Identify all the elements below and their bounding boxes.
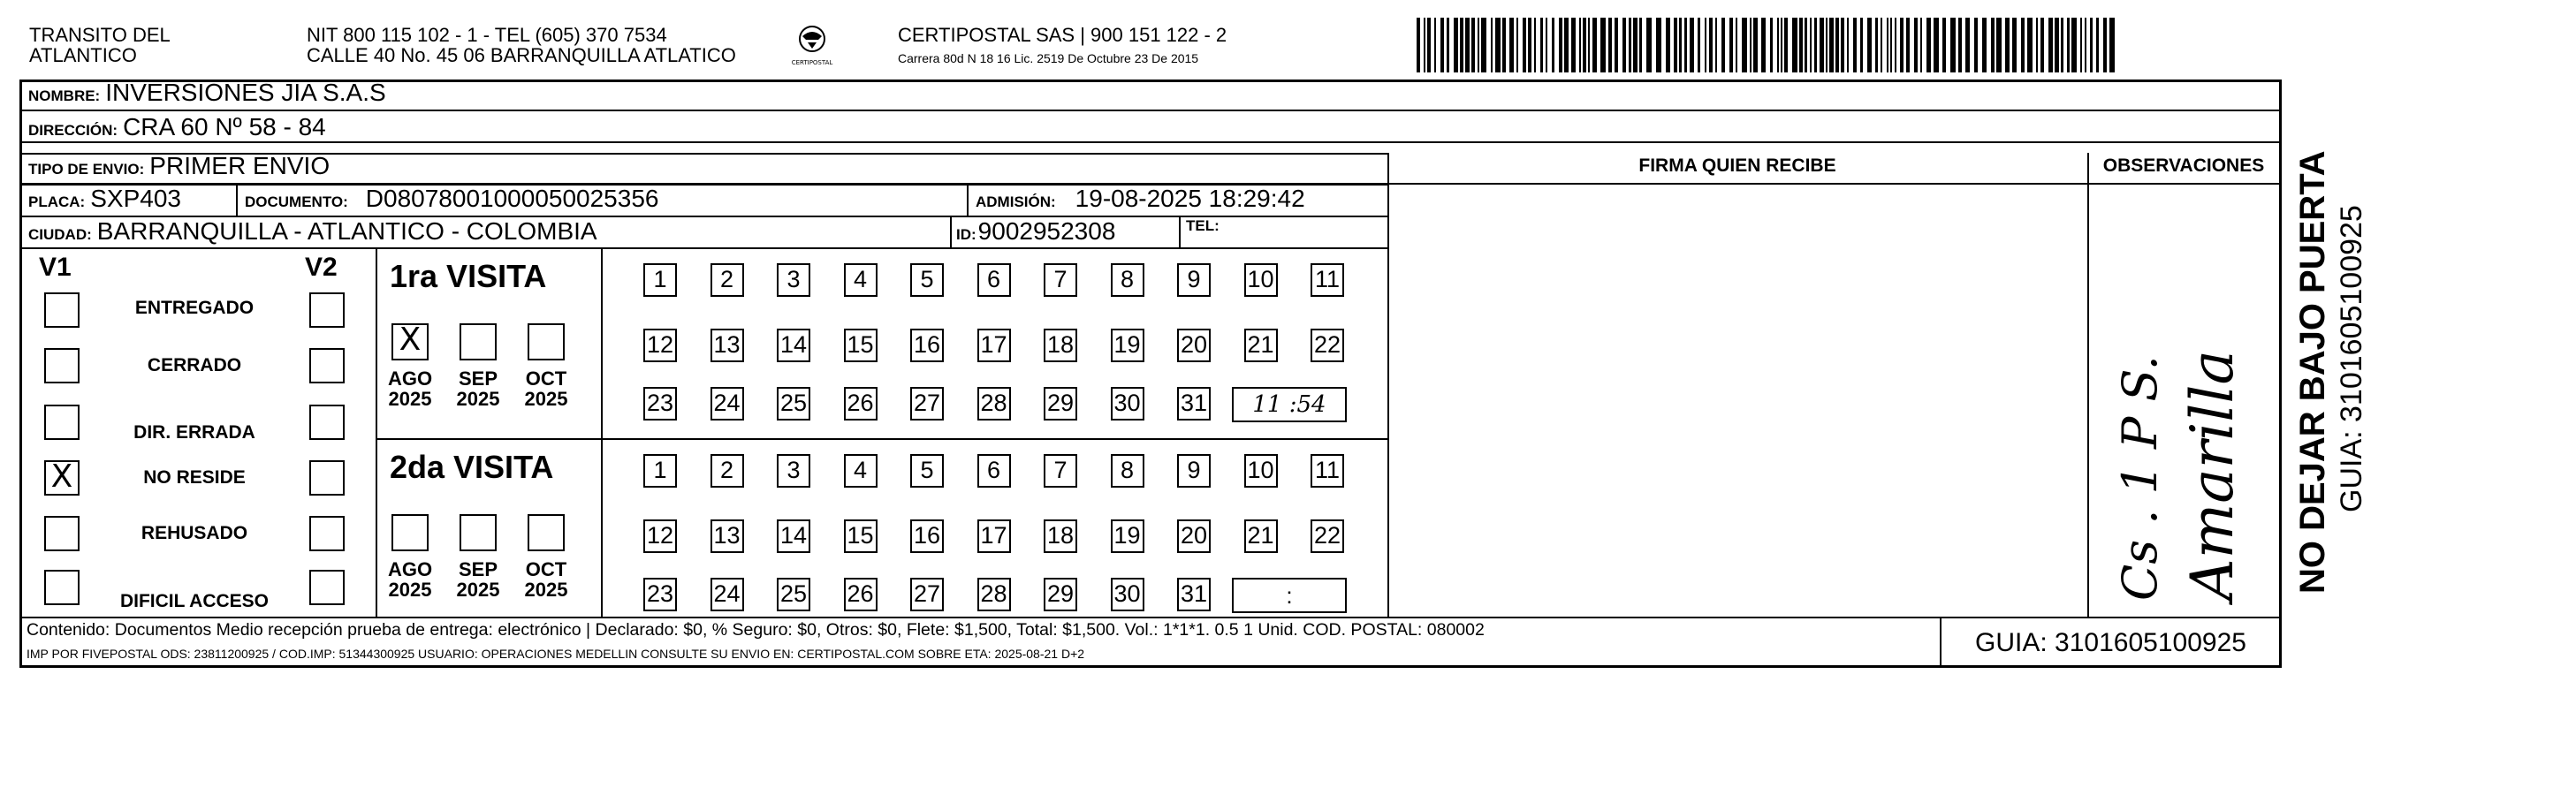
day-box[interactable]: 9 bbox=[1177, 454, 1211, 488]
barcode-bar bbox=[1516, 18, 1518, 72]
barcode-bar bbox=[1991, 18, 1995, 72]
visit-time-box[interactable]: : bbox=[1232, 578, 1347, 613]
day-box[interactable]: 21 bbox=[1244, 329, 1278, 362]
month-name: AGO bbox=[387, 558, 433, 580]
v1-checkbox[interactable] bbox=[44, 570, 80, 605]
day-box[interactable]: 14 bbox=[777, 329, 810, 362]
status-option-label: ENTREGADO bbox=[134, 298, 255, 318]
sender-org: TRANSITO DEL ATLANTICO bbox=[29, 24, 171, 66]
month-label bbox=[520, 559, 573, 600]
day-box[interactable]: 16 bbox=[910, 519, 944, 553]
id-row bbox=[956, 217, 1115, 246]
barcode-bar bbox=[1996, 18, 2002, 72]
documento-row bbox=[245, 185, 658, 213]
month-name: SEP bbox=[458, 367, 498, 390]
barcode-bar bbox=[1860, 18, 1863, 72]
carrier-line: CERTIPOSTAL SAS | 900 151 122 - 2 bbox=[898, 24, 1227, 46]
day-box[interactable]: 16 bbox=[910, 329, 944, 362]
barcode-bar bbox=[2012, 18, 2017, 72]
day-box[interactable]: 28 bbox=[977, 578, 1011, 611]
day-box[interactable]: 30 bbox=[1111, 578, 1144, 611]
day-box[interactable]: 7 bbox=[1044, 454, 1077, 488]
month-name: SEP bbox=[458, 558, 498, 580]
day-box[interactable]: 13 bbox=[710, 519, 744, 553]
barcode-bar bbox=[1781, 18, 1782, 72]
barcode-bar bbox=[1736, 18, 1737, 72]
barcode-bar bbox=[1608, 18, 1612, 72]
barcode-bar bbox=[1784, 18, 1788, 72]
day-box[interactable]: 30 bbox=[1111, 387, 1144, 421]
month-checkbox[interactable] bbox=[528, 514, 565, 551]
barcode-bar bbox=[1656, 18, 1661, 72]
v1-checkbox[interactable] bbox=[44, 516, 80, 551]
day-box[interactable]: 24 bbox=[710, 578, 744, 611]
day-box[interactable]: 22 bbox=[1311, 329, 1344, 362]
day-box[interactable]: 11 bbox=[1311, 454, 1344, 488]
month-year: 2025 bbox=[456, 579, 500, 601]
status-option-label: REHUSADO bbox=[141, 523, 248, 543]
barcode-bar bbox=[1552, 18, 1554, 72]
placa-row bbox=[28, 185, 181, 213]
barcode-bar bbox=[1799, 18, 1803, 72]
barcode-bar bbox=[1942, 18, 1946, 72]
barcode-bar bbox=[1502, 18, 1506, 72]
day-box[interactable]: 8 bbox=[1111, 263, 1144, 297]
barcode-bar bbox=[1982, 18, 1987, 72]
day-box[interactable]: 25 bbox=[777, 578, 810, 611]
day-box[interactable]: 15 bbox=[844, 519, 878, 553]
certipostal-logo bbox=[785, 23, 840, 69]
barcode-bar bbox=[1588, 18, 1590, 72]
day-box[interactable]: 20 bbox=[1177, 329, 1211, 362]
day-box[interactable]: 1 bbox=[643, 454, 677, 488]
nombre-label: NOMBRE: bbox=[28, 87, 101, 104]
day-box[interactable]: 26 bbox=[844, 387, 878, 421]
barcode-bar bbox=[2036, 18, 2038, 72]
barcode-bar bbox=[1820, 18, 1824, 72]
barcode-bar bbox=[1814, 18, 1817, 72]
barcode-bar bbox=[1770, 18, 1773, 72]
barcode-bar bbox=[1571, 18, 1576, 72]
month-checkbox[interactable] bbox=[460, 323, 497, 360]
day-box[interactable]: 1 bbox=[643, 263, 677, 297]
day-box[interactable]: 7 bbox=[1044, 263, 1077, 297]
v2-checkbox[interactable] bbox=[309, 292, 345, 328]
barcode-bar bbox=[2067, 18, 2070, 72]
barcode-bar bbox=[1600, 18, 1606, 72]
sender-address: CALLE 40 No. 45 06 BARRANQUILLA ATLATICO bbox=[307, 44, 736, 66]
month-year: 2025 bbox=[388, 579, 432, 601]
month-label bbox=[384, 368, 437, 409]
month-year: 2025 bbox=[456, 388, 500, 410]
barcode-bar bbox=[2103, 18, 2107, 72]
observaciones-note-1: Cs . 1 P S. bbox=[2112, 355, 2168, 601]
barcode-bar bbox=[1729, 18, 1733, 72]
barcode-bar bbox=[1792, 18, 1797, 72]
barcode-bar bbox=[1417, 18, 1420, 72]
barcode-bar bbox=[1881, 18, 1882, 72]
day-box[interactable]: 21 bbox=[1244, 519, 1278, 553]
v1-header: V1 bbox=[39, 253, 72, 282]
barcode-bar bbox=[1841, 18, 1844, 72]
barcode-bar bbox=[1709, 18, 1713, 72]
tel-label: TEL: bbox=[1186, 217, 1220, 234]
ciudad-row bbox=[28, 217, 597, 246]
barcode-bar bbox=[1592, 18, 1597, 72]
logo-text: CERTIPOSTAL bbox=[791, 59, 833, 66]
day-box[interactable]: 4 bbox=[844, 263, 878, 297]
v1-checkbox[interactable] bbox=[44, 348, 80, 383]
barcode-bar bbox=[1698, 18, 1700, 72]
day-box[interactable]: 17 bbox=[977, 519, 1011, 553]
month-checkbox[interactable] bbox=[391, 514, 429, 551]
placa-label: PLACA: bbox=[28, 193, 86, 210]
barcode-bar bbox=[2061, 18, 2063, 72]
day-box[interactable]: 4 bbox=[844, 454, 878, 488]
day-box[interactable]: 17 bbox=[977, 329, 1011, 362]
barcode-bar bbox=[1622, 18, 1626, 72]
barcode-bar bbox=[1478, 18, 1479, 72]
day-box[interactable]: 26 bbox=[844, 578, 878, 611]
month-checkbox[interactable] bbox=[528, 323, 565, 360]
barcode-bar bbox=[1579, 18, 1581, 72]
day-box[interactable]: 22 bbox=[1311, 519, 1344, 553]
barcode-bar bbox=[1546, 18, 1547, 72]
day-box[interactable]: 20 bbox=[1177, 519, 1211, 553]
day-box[interactable]: 18 bbox=[1044, 519, 1077, 553]
direccion-row bbox=[28, 113, 326, 141]
status-option-label: DIFICIL ACCESO bbox=[119, 591, 269, 611]
signature-area[interactable] bbox=[1389, 186, 2086, 615]
v2-checkbox[interactable] bbox=[309, 460, 345, 496]
barcode-bar bbox=[1906, 18, 1910, 72]
barcode-bar bbox=[1914, 18, 1918, 72]
barcode-bar bbox=[1509, 18, 1514, 72]
barcode-bar bbox=[1465, 18, 1470, 72]
barcode-bar bbox=[1534, 18, 1536, 72]
barcode-bar bbox=[1835, 18, 1839, 72]
barcode-bar bbox=[1633, 18, 1638, 72]
day-box[interactable]: 3 bbox=[777, 454, 810, 488]
barcode-bar bbox=[1853, 18, 1857, 72]
barcode-bar bbox=[1471, 18, 1475, 72]
barcode-bar bbox=[1447, 18, 1449, 72]
day-box[interactable]: 27 bbox=[910, 578, 944, 611]
tipo-envio-label: TIPO DE ENVIO: bbox=[28, 161, 145, 178]
v2-checkbox[interactable] bbox=[309, 405, 345, 440]
id-label: ID: bbox=[956, 226, 976, 243]
barcode-bar bbox=[1950, 18, 1956, 72]
month-year: 2025 bbox=[524, 388, 568, 410]
barcode-bar bbox=[1926, 18, 1931, 72]
day-box[interactable]: 23 bbox=[643, 578, 677, 611]
barcode-bar bbox=[2085, 18, 2086, 72]
day-box[interactable]: 14 bbox=[777, 519, 810, 553]
v2-checkbox[interactable] bbox=[309, 516, 345, 551]
barcode-bar bbox=[2021, 18, 2025, 72]
day-box[interactable]: 3 bbox=[777, 263, 810, 297]
barcode-bar bbox=[1721, 18, 1725, 72]
day-box[interactable]: 10 bbox=[1244, 454, 1278, 488]
day-box[interactable]: 28 bbox=[977, 387, 1011, 421]
documento-label: DOCUMENTO: bbox=[245, 193, 348, 210]
day-box[interactable]: 27 bbox=[910, 387, 944, 421]
month-year: 2025 bbox=[388, 388, 432, 410]
admision-value: 19-08-2025 18:29:42 bbox=[1075, 185, 1305, 212]
month-name: OCT bbox=[525, 367, 567, 390]
month-checkbox[interactable] bbox=[460, 514, 497, 551]
barcode-bar bbox=[1826, 18, 1828, 72]
day-box[interactable]: 24 bbox=[710, 387, 744, 421]
day-box[interactable]: 19 bbox=[1111, 519, 1144, 553]
barcode-bar bbox=[1523, 18, 1526, 72]
barcode-bar bbox=[1424, 18, 1425, 72]
barcode-bar bbox=[2090, 18, 2093, 72]
sender-nit: NIT 800 115 102 - 1 - TEL (605) 370 7534 bbox=[307, 24, 667, 46]
id-value: 9002952308 bbox=[977, 217, 1116, 245]
day-box[interactable]: 10 bbox=[1244, 263, 1278, 297]
visit-title: 1ra VISITA bbox=[390, 258, 547, 294]
month-label bbox=[384, 559, 437, 600]
visit-time-box[interactable]: 11 :54 bbox=[1232, 387, 1347, 422]
v2-checkbox[interactable] bbox=[309, 570, 345, 605]
direccion-label: DIRECCIÓN: bbox=[28, 122, 118, 139]
firma-header: FIRMA QUIEN RECIBE bbox=[1638, 155, 1836, 176]
ciudad-value: BARRANQUILLA - ATLANTICO - COLOMBIA bbox=[96, 217, 597, 245]
barcode bbox=[1417, 18, 2115, 72]
barcode-bar bbox=[1965, 18, 1970, 72]
day-box[interactable]: 15 bbox=[844, 329, 878, 362]
barcode-bar bbox=[2027, 18, 2033, 72]
day-box[interactable]: 19 bbox=[1111, 329, 1144, 362]
observaciones-note-2: Amarilla bbox=[2178, 350, 2246, 601]
tel-row bbox=[1186, 217, 1225, 235]
barcode-bar bbox=[2055, 18, 2059, 72]
barcode-bar bbox=[1958, 18, 1962, 72]
nombre-value: INVERSIONES JIA S.A.S bbox=[105, 79, 386, 106]
barcode-bar bbox=[1460, 18, 1463, 72]
barcode-bar bbox=[1920, 18, 1922, 72]
admision-label: ADMISIÓN: bbox=[976, 193, 1056, 210]
barcode-bar bbox=[1895, 18, 1896, 72]
barcode-bar bbox=[1629, 18, 1631, 72]
day-box[interactable]: 9 bbox=[1177, 263, 1211, 297]
v1-checkbox[interactable] bbox=[44, 292, 80, 328]
month-name: AGO bbox=[387, 367, 433, 390]
guia-box: GUIA: 3101605100925 bbox=[1975, 628, 2246, 657]
side-guia: GUIA: 3101605100925 bbox=[2335, 205, 2368, 512]
barcode-bar bbox=[1639, 18, 1642, 72]
barcode-bar bbox=[1900, 18, 1904, 72]
barcode-bar bbox=[1829, 18, 1834, 72]
barcode-bar bbox=[1750, 18, 1752, 72]
barcode-bar bbox=[1777, 18, 1779, 72]
barcode-bar bbox=[1564, 18, 1569, 72]
barcode-bar bbox=[2109, 18, 2115, 72]
barcode-bar bbox=[1753, 18, 1758, 72]
day-box[interactable]: 5 bbox=[910, 454, 944, 488]
barcode-bar bbox=[1427, 18, 1431, 72]
v1-checkbox[interactable]: X bbox=[44, 460, 80, 496]
barcode-bar bbox=[1666, 18, 1670, 72]
day-box[interactable]: 5 bbox=[910, 263, 944, 297]
barcode-bar bbox=[1440, 18, 1444, 72]
barcode-bar bbox=[1559, 18, 1562, 72]
v2-header: V2 bbox=[305, 253, 338, 282]
barcode-bar bbox=[1481, 18, 1486, 72]
barcode-bar bbox=[1805, 18, 1807, 72]
barcode-bar bbox=[1434, 18, 1436, 72]
barcode-bar bbox=[1974, 18, 1978, 72]
barcode-bar bbox=[1690, 18, 1694, 72]
barcode-bar bbox=[1742, 18, 1747, 72]
day-box[interactable]: 6 bbox=[977, 454, 1011, 488]
month-label bbox=[452, 559, 505, 600]
month-label bbox=[520, 368, 573, 409]
barcode-bar bbox=[2048, 18, 2053, 72]
day-box[interactable]: 11 bbox=[1311, 263, 1344, 297]
barcode-bar bbox=[1454, 18, 1458, 72]
barcode-bar bbox=[1810, 18, 1812, 72]
barcode-bar bbox=[1705, 18, 1706, 72]
documento-value: D08078001000050025356 bbox=[365, 185, 659, 212]
no-dejar-bajo-puerta: NO DEJAR BAJO PUERTA bbox=[2293, 150, 2332, 594]
admision-row bbox=[976, 185, 1305, 213]
barcode-bar bbox=[1491, 18, 1493, 72]
day-box[interactable]: 2 bbox=[710, 454, 744, 488]
v2-checkbox[interactable] bbox=[309, 348, 345, 383]
status-option-label: NO RESIDE bbox=[143, 467, 246, 488]
barcode-bar bbox=[1495, 18, 1501, 72]
month-year: 2025 bbox=[524, 579, 568, 601]
barcode-bar bbox=[2040, 18, 2044, 72]
barcode-bar bbox=[1679, 18, 1682, 72]
carrier-license: Carrera 80d N 18 16 Lic. 2519 De Octubre 23 De 2015 bbox=[898, 51, 1199, 65]
ciudad-label: CIUDAD: bbox=[28, 226, 92, 243]
month-name: OCT bbox=[525, 558, 567, 580]
placa-value: SXP403 bbox=[90, 185, 181, 212]
barcode-bar bbox=[1934, 18, 1939, 72]
barcode-bar bbox=[1715, 18, 1717, 72]
month-label bbox=[452, 368, 505, 409]
day-box[interactable]: 6 bbox=[977, 263, 1011, 297]
day-box[interactable]: 13 bbox=[710, 329, 744, 362]
nombre-row bbox=[28, 79, 386, 107]
day-box[interactable]: 12 bbox=[643, 329, 677, 362]
barcode-bar bbox=[2071, 18, 2077, 72]
footer-impresion: IMP POR FIVEPOSTAL ODS: 23811200925 / COD.IMP: 51344300925 USUARIO: OPERACIONES MEDELLIN CONSULTE SU ENVIO EN: CERTIPOSTAL.COM SOBRE ETA: 2025-08-21 D+2 bbox=[27, 647, 1085, 661]
barcode-bar bbox=[2080, 18, 2082, 72]
barcode-bar bbox=[1875, 18, 1878, 72]
barcode-bar bbox=[2096, 18, 2099, 72]
status-option-label: DIR. ERRADA bbox=[133, 422, 255, 443]
month-checkbox[interactable]: X bbox=[391, 323, 429, 360]
day-box[interactable]: 8 bbox=[1111, 454, 1144, 488]
day-box[interactable]: 18 bbox=[1044, 329, 1077, 362]
day-box[interactable]: 29 bbox=[1044, 578, 1077, 611]
tipo-envio-value: PRIMER ENVIO bbox=[149, 152, 331, 179]
observaciones-header: OBSERVACIONES bbox=[2102, 155, 2265, 176]
barcode-bar bbox=[1540, 18, 1543, 72]
barcode-bar bbox=[1867, 18, 1872, 72]
barcode-bar bbox=[2005, 18, 2010, 72]
v1-checkbox[interactable] bbox=[44, 405, 80, 440]
barcode-bar bbox=[1528, 18, 1531, 72]
status-option-label: CERRADO bbox=[147, 355, 242, 375]
day-box[interactable]: 31 bbox=[1177, 578, 1211, 611]
direccion-value: CRA 60 Nº 58 - 84 bbox=[123, 113, 326, 140]
barcode-bar bbox=[1761, 18, 1766, 72]
day-box[interactable]: 2 bbox=[710, 263, 744, 297]
day-box[interactable]: 23 bbox=[643, 387, 677, 421]
footer-contenido: Contenido: Documentos Medio recepción prueba de entrega: electrónico | Declarado: $0, % Seguro: $0, Otros: $0, Flete: $1,500, Total: $1,500. Vol.: 1*1*1. 0.5 1 Unid. COD. POSTAL: 080002 bbox=[27, 620, 1485, 640]
day-box[interactable]: 25 bbox=[777, 387, 810, 421]
tipo-envio-row bbox=[28, 152, 330, 180]
barcode-bar bbox=[1887, 18, 1888, 72]
day-box[interactable]: 31 bbox=[1177, 387, 1211, 421]
barcode-bar bbox=[1684, 18, 1687, 72]
barcode-bar bbox=[1646, 18, 1652, 72]
visit-title: 2da VISITA bbox=[390, 449, 554, 485]
barcode-bar bbox=[1890, 18, 1892, 72]
barcode-bar bbox=[1615, 18, 1618, 72]
barcode-bar bbox=[1847, 18, 1849, 72]
barcode-bar bbox=[1583, 18, 1586, 72]
barcode-bar bbox=[1674, 18, 1677, 72]
day-box[interactable]: 12 bbox=[643, 519, 677, 553]
day-box[interactable]: 29 bbox=[1044, 387, 1077, 421]
